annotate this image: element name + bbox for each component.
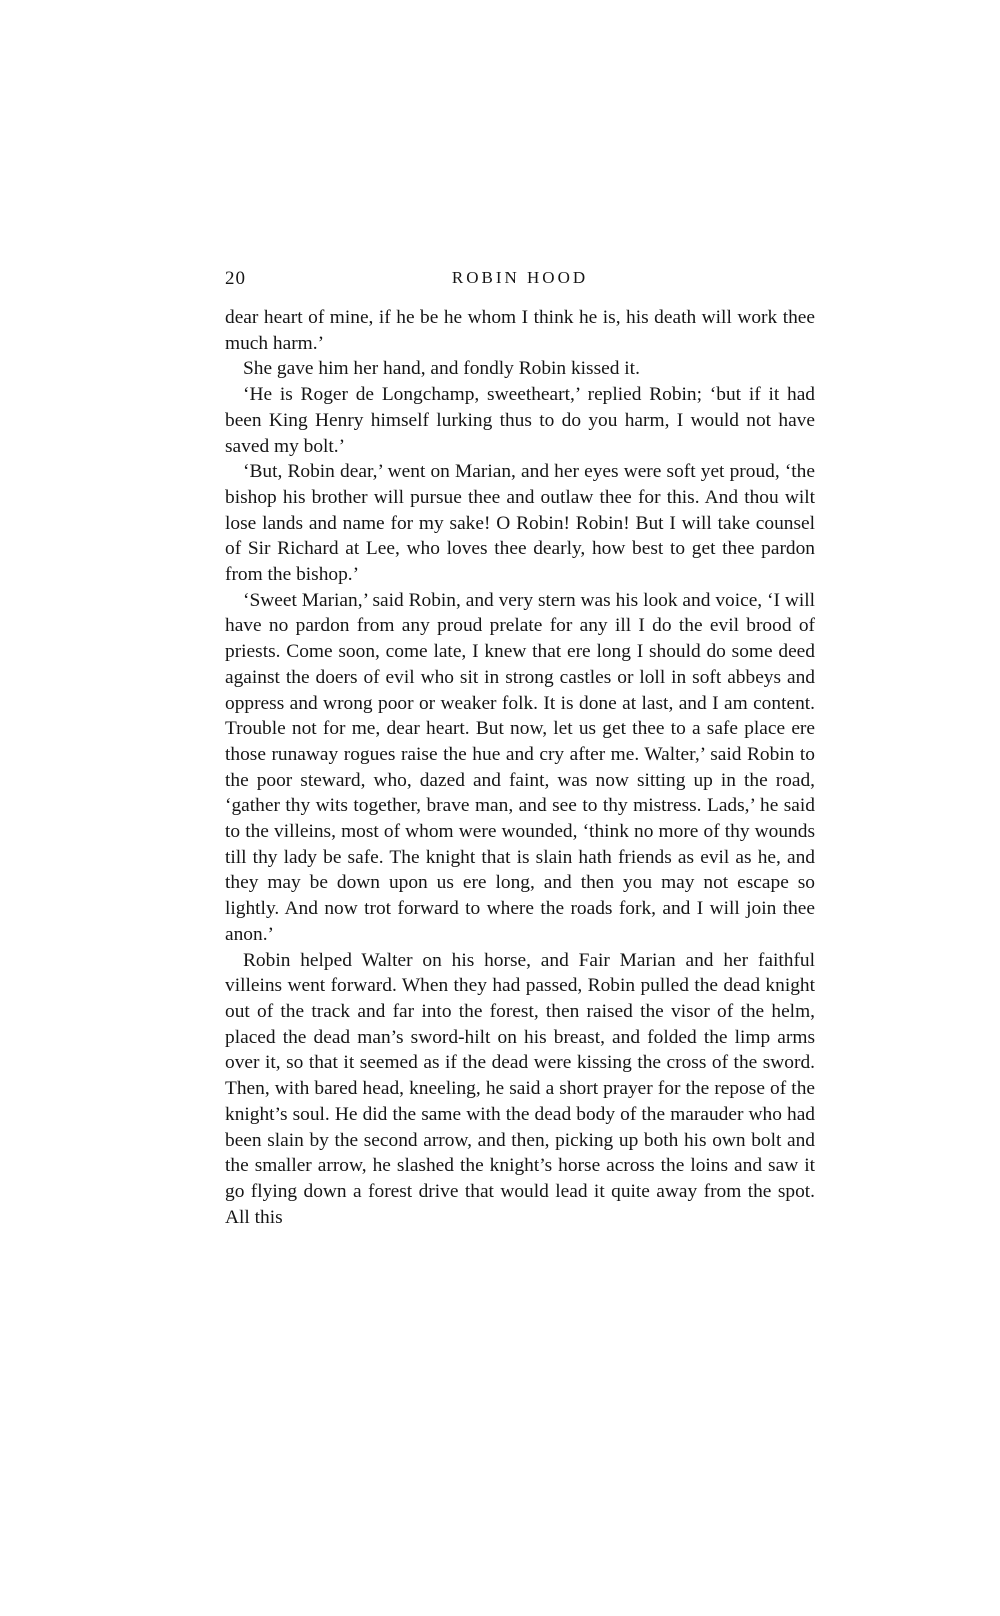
paragraph: ‘He is Roger de Longchamp, sweetheart,’ replied Robin; ‘but if it had been King Henry himself lurking thus to do you harm, I would not have saved my bolt.’ [225, 384, 815, 457]
paragraph: She gave him her hand, and fondly Robin kissed it. [243, 358, 640, 380]
paragraph: Robin helped Walter on his horse, and Fair Marian and her faithful villeins went forward. When they had passed, Robin pulled the dead knight out of the track and far into the forest, then raised the visor of the helm, placed the dead man’s sword-hilt on his breast, and folded the limp arms over it, so that it seemed as if the dead were kissing the cross of the sword. Then, with bared head, kneeling, he said a short prayer for the repose of the knight’s soul. He did the same with the dead body of the marauder who had been slain by the second arrow, and then, picking up both his own bolt and the smaller arrow, he slashed the knight’s horse across the loins and saw it go flying down a forest drive that would lead it quite away from the spot. All this [225, 949, 815, 1228]
body-text [225, 305, 815, 1230]
running-title: ROBIN HOOD [451, 268, 589, 287]
page-number: 20 [225, 268, 246, 289]
paragraph: dear heart of mine, if he be he whom I think he is, his death will work thee much harm.’ [225, 307, 815, 354]
paragraph: ‘Sweet Marian,’ said Robin, and very stern was his look and voice, ‘I will have no pardon from any proud prelate for any ill I do the evil brood of priests. Come soon, come late, I knew that ere long I should do some deed against the doers of evil who sit in strong castles or loll in soft abbeys and oppress and wrong poor or weaker folk. It is done at last, and I am content. Trouble not for me, dear heart. But now, let us get thee to a safe place ere those runaway rogues raise the hue and cry after me. Walter,’ said Robin to the poor steward, who, dazed and faint, was now sitting up in the road, ‘gather thy wits together, brave man, and see to thy mistress. Lads,’ he said to the villeins, most of whom were wounded, ‘think no more of thy wounds till thy lady be safe. The knight that is slain hath friends as evil as he, and they may be down upon us ere long, and then you may not escape so lightly. And now trot forward to where the roads fork, and I will join thee anon.’ [225, 589, 815, 945]
paragraph: ‘But, Robin dear,’ went on Marian, and her eyes were soft yet proud, ‘the bishop his brother will pursue thee and outlaw thee for this. And thou wilt lose lands and name for my sake! O Robin! Robin! But I will take counsel of Sir Richard at Lee, who loves thee dearly, how best to get thee pardon from the bishop.’ [225, 461, 815, 586]
running-head [225, 268, 815, 292]
